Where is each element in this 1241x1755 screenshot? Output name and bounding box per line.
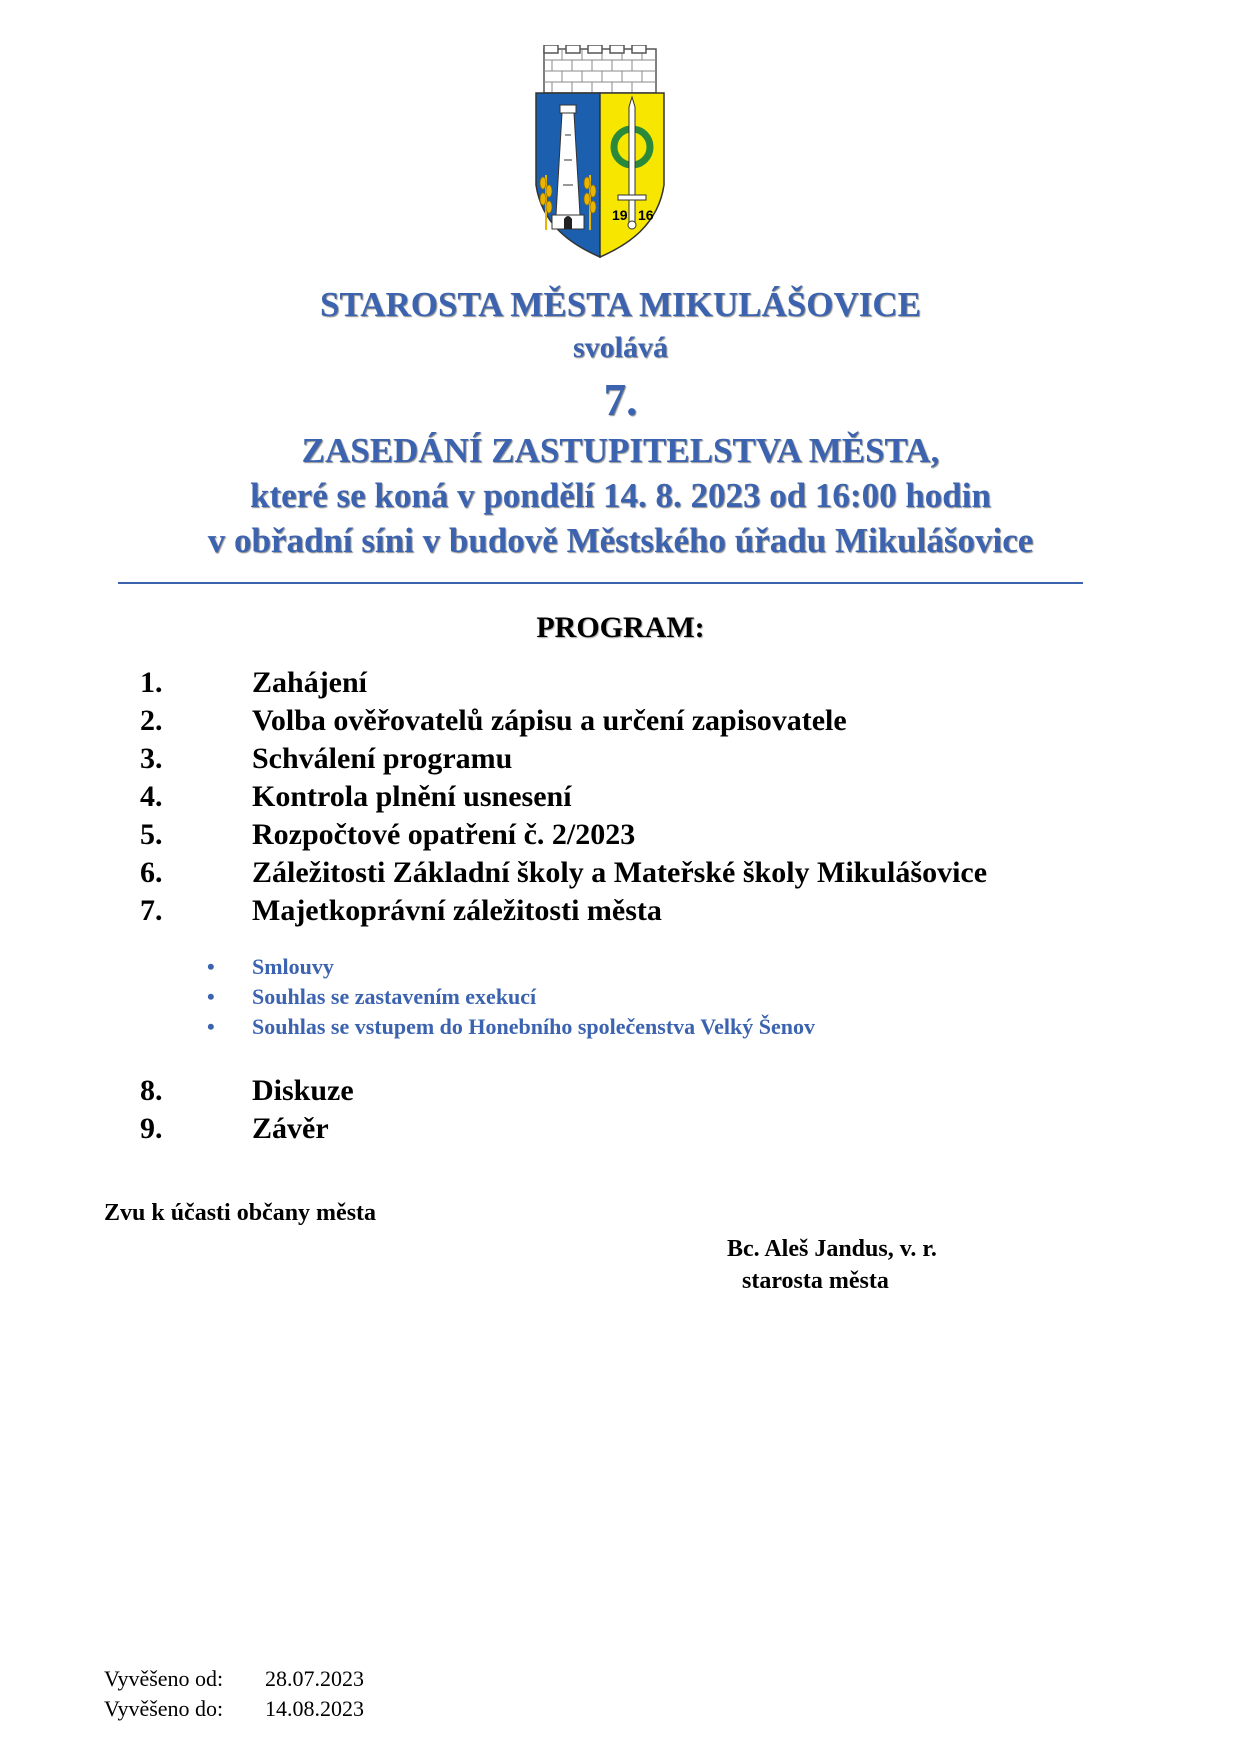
heading-date: které se koná v pondělí 14. 8. 2023 od 16:00 hodin	[250, 476, 991, 515]
posted-from-label: Vyvěšeno od:	[104, 1666, 224, 1691]
agenda-text: Zahájení	[252, 666, 368, 699]
castle-crown	[544, 45, 656, 93]
posted-from-value: 28.07.2023	[265, 1666, 364, 1691]
year-right: 16	[638, 207, 654, 223]
heading-convenes: svolává	[572, 331, 668, 364]
agenda-number: 2.	[140, 704, 163, 737]
agenda-text: Volba ověřovatelů zápisu a určení zapisovatele	[252, 704, 847, 737]
sub-item-text: Smlouvy	[252, 954, 334, 979]
coat-of-arms-icon	[532, 45, 668, 260]
year-left: 19	[612, 207, 628, 223]
divider	[118, 582, 1083, 584]
agenda-number: 5.	[140, 818, 163, 851]
posted-to-value: 14.08.2023	[265, 1696, 364, 1721]
agenda-number: 3.	[140, 742, 163, 775]
agenda-text: Schválení programu	[252, 742, 513, 775]
bullet: •	[207, 954, 215, 979]
signer-role: starosta města	[742, 1268, 889, 1294]
agenda-number: 7.	[140, 894, 163, 927]
heading-session-number: 7.	[603, 375, 638, 425]
agenda-number: 6.	[140, 856, 163, 889]
signer-name: Bc. Aleš Jandus, v. r.	[727, 1236, 937, 1262]
agenda-number: 9.	[140, 1112, 163, 1145]
invitation-text: Zvu k účasti občany města	[104, 1200, 377, 1226]
agenda-text: Kontrola plnění usnesení	[252, 780, 572, 813]
sub-item-text: Souhlas se zastavením exekucí	[252, 984, 537, 1009]
program-heading: PROGRAM:	[536, 611, 705, 644]
heading-location: v obřadní síni v budově Městského úřadu Mikulášovice	[207, 521, 1034, 560]
agenda-text: Majetkoprávní záležitosti města	[252, 894, 662, 927]
posted-to-label: Vyvěšeno do:	[104, 1696, 224, 1721]
heading-session-title: ZASEDÁNÍ ZASTUPITELSTVA MĚSTA,	[301, 431, 940, 470]
heading-mayor: STAROSTA MĚSTA MIKULÁŠOVICE	[320, 285, 921, 324]
agenda-number: 8.	[140, 1074, 163, 1107]
sub-item-text: Souhlas se vstupem do Honebního společenstva Velký Šenov	[252, 1014, 815, 1039]
agenda-number: 1.	[140, 666, 163, 699]
bullet: •	[207, 984, 215, 1009]
bullet: •	[207, 1014, 215, 1039]
agenda-text: Závěr	[252, 1112, 329, 1145]
agenda-text: Diskuze	[252, 1074, 354, 1107]
agenda-text: Záležitosti Základní školy a Mateřské školy Mikulášovice	[252, 856, 988, 889]
agenda-text: Rozpočtové opatření č. 2/2023	[252, 818, 636, 851]
agenda-number: 4.	[140, 780, 163, 813]
